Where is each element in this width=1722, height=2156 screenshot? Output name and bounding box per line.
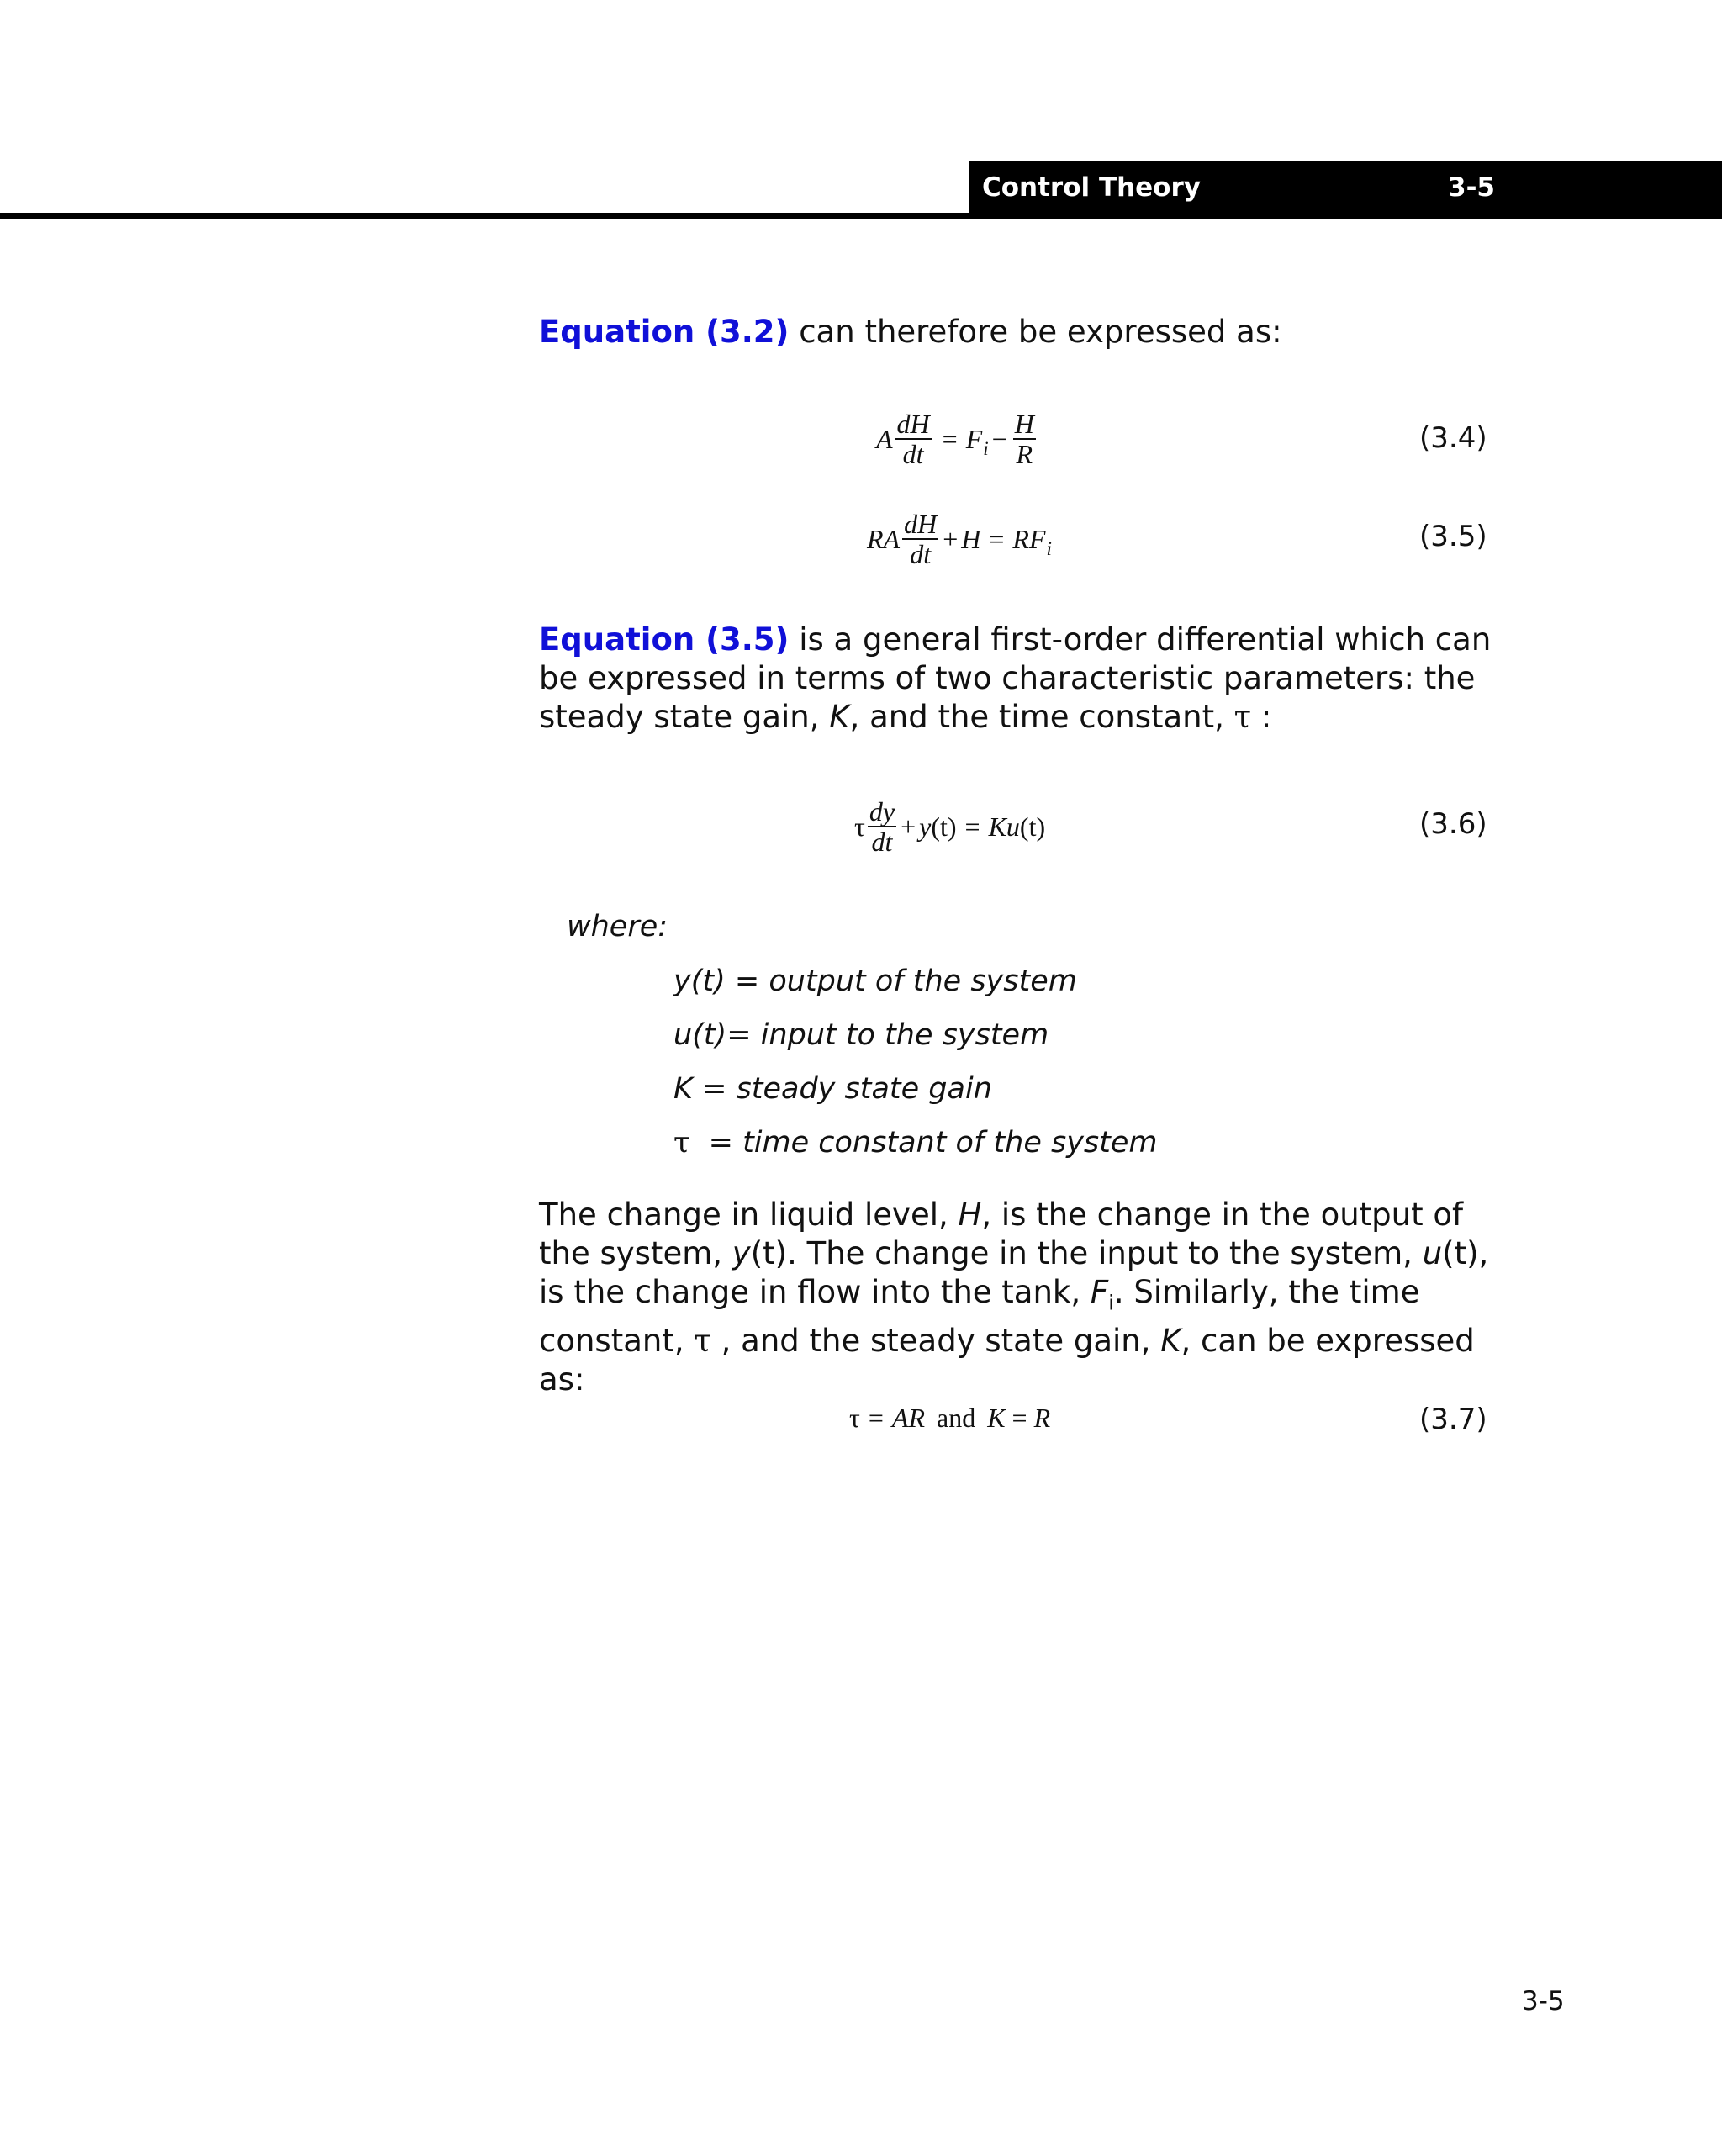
- where-label: where:: [567, 910, 668, 943]
- header-rule: [0, 213, 1722, 219]
- first-order-paragraph: Equation (3.5) is a general first-order differential which can be expressed in terms of two characteristic parameters: the steady state gain, K, and the time constant, τ :: [539, 621, 1492, 735]
- header-title: Control Theory: [982, 172, 1201, 203]
- equation-3-5: RA $\frac{dH}{dt}$ + H = RF i: [867, 509, 1052, 569]
- equation-3-6: τ $\frac{dy}{dt}$ + y (t) = Ku (t): [854, 796, 1046, 857]
- fraction-dH-dt: $\frac{dH}{dt}$: [896, 409, 930, 469]
- equation-3-7: τ = AR and K = R: [849, 1403, 1051, 1433]
- footer-page-number: 3-5: [1522, 1986, 1565, 2016]
- definition-input: u(t)= input to the system: [673, 1018, 1049, 1052]
- definition-time-constant: τ = time constant of the system: [673, 1126, 1158, 1160]
- fraction-dy-dt: $\frac{dy}{dt}$: [869, 796, 895, 857]
- definition-gain: K = steady state gain: [673, 1072, 992, 1106]
- equation-3-2-link[interactable]: Equation (3.2): [539, 314, 790, 350]
- header-bar: [969, 161, 1722, 214]
- liquid-level-paragraph: The change in liquid level, H, is the change in the output of the system, y(t). The change in the input to the system, u(t), is the change in flow into the tank, $F_i$. Similarly, the time constant, τ , and the steady state gain, K, can be expressed as:: [539, 1197, 1489, 1398]
- equation-3-4: A $\frac{dH}{dt}$ = F i − $\frac{H}{R}$: [876, 409, 1034, 469]
- definition-output: y(t) = output of the system: [673, 964, 1077, 998]
- header-page-number: 3-5: [1448, 172, 1496, 203]
- equation-number-3-6: (3.6): [1419, 807, 1487, 841]
- fraction-H-R: $\frac{H}{R}$: [1014, 409, 1034, 469]
- equation-number-3-4: (3.4): [1419, 421, 1487, 455]
- equation-number-3-7: (3.7): [1419, 1403, 1487, 1436]
- equation-3-5-link[interactable]: Equation (3.5): [539, 621, 790, 658]
- intro-paragraph: Equation (3.2) can therefore be expressed as:: [539, 314, 1282, 350]
- fraction-dH-dt: $\frac{dH}{dt}$: [904, 509, 938, 569]
- equation-number-3-5: (3.5): [1419, 520, 1487, 553]
